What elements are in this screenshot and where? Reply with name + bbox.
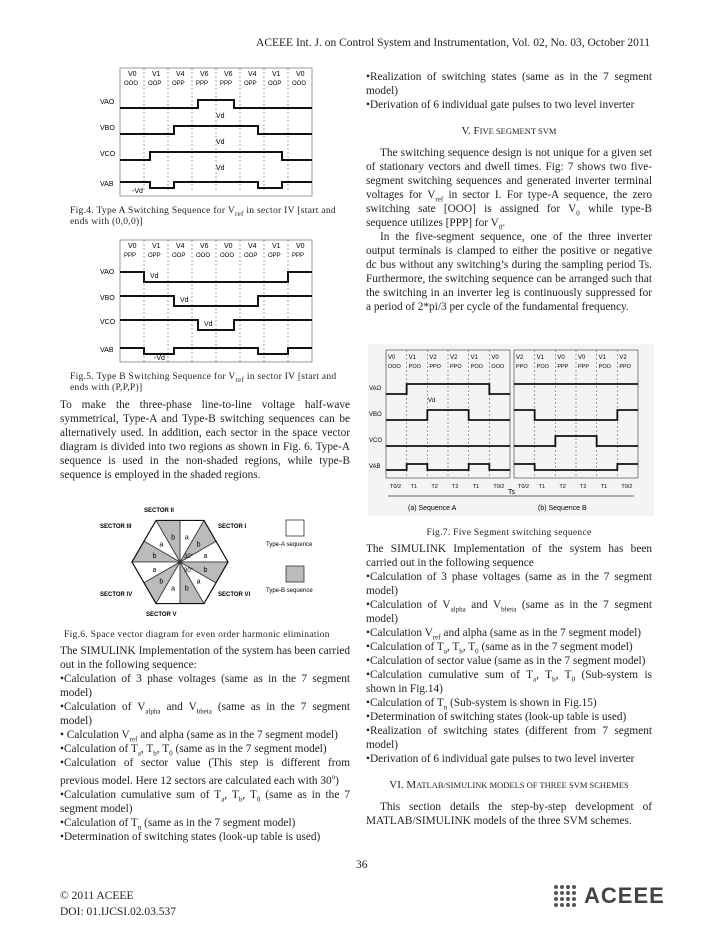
state-label: PPO (619, 364, 631, 370)
fig6-hexagon (132, 520, 228, 603)
state-label: OPP (172, 81, 185, 87)
vector-label: V0 (388, 355, 396, 361)
vector-label: V0 (557, 355, 565, 361)
vector-label: V1 (536, 355, 545, 361)
vector-label: V6 (224, 71, 233, 78)
row-label: VBO (100, 295, 115, 302)
vector-label: V2 (516, 355, 524, 361)
t-label: T2 (452, 484, 459, 490)
doi: DOI: 01.IJCSI.02.03.537 (60, 906, 176, 918)
row-label: VCO (100, 151, 116, 158)
row-label: VAB (100, 347, 114, 354)
t-label: T0/2 (621, 484, 633, 490)
state-label: PPP (578, 364, 590, 370)
right-para2-text: The SIMULINK Implementation of the system has been carried out in the following sequence (366, 543, 652, 569)
vector-label: V6 (200, 243, 209, 250)
fig5-diagram (98, 236, 318, 366)
angle-label: 30° (184, 568, 194, 574)
section5-para2: In the five-segment sequence, one of the three inverter output terminals is clamped to either the positive or negative dc bus without any switching’s during the sampling period Ts. Furthermore, the switching sequence can be arranged such that the switching in an inverter leg is continuously suppressed for a period of 2*pi/3 per cycle of the fundamental frequency. (366, 231, 652, 313)
state-label: OPP (268, 253, 281, 259)
right-bullet-9: • Realization of switching states (different from 7 segment model) (366, 724, 652, 752)
vector-label: V6 (200, 71, 209, 78)
fig5-vd-label-3: Vd (204, 321, 213, 328)
right-bullet-7: • Calculation of $T_n$ (Sub-system is shown in Fig.15) (366, 696, 652, 710)
fig7-seq-b: (b) Sequence B (538, 505, 587, 512)
row-label: VBO (369, 412, 382, 418)
state-label: OOP (244, 253, 258, 259)
row-label: VAB (369, 464, 381, 470)
right-bullet-3: • Calculation $V_{ref}$ and alpha (same as in the 7 segment model) (366, 626, 652, 640)
state-label: PPO (429, 364, 441, 370)
region-letter: b (171, 534, 176, 542)
right-bullet-8: • Determination of switching states (look-up table is used) (366, 710, 652, 724)
t-label: T2 (431, 484, 438, 490)
right-top-bullet-1: • Realization of switching states (same as in the 7 segment model) (366, 70, 652, 98)
state-label: OOP (172, 253, 186, 259)
row-label: VCO (369, 438, 383, 444)
t-label: T2 (559, 484, 566, 490)
angle-label: 30° (184, 554, 194, 560)
state-label: PPP (220, 81, 233, 87)
vector-label: V1 (272, 243, 281, 250)
vector-label: V0 (296, 243, 305, 250)
vector-label: V0 (578, 355, 586, 361)
journal-header: ACEEE Int. J. on Control System and Instrumentation, Vol. 02, No. 03, October 2011 (256, 37, 650, 49)
vector-label: V1 (470, 355, 479, 361)
fig5-vd-label: Vd (150, 273, 159, 280)
vector-label: V1 (598, 355, 607, 361)
region-letter: a (196, 578, 201, 586)
state-label: POO (470, 364, 483, 370)
fig4-vd-label-3: Vd (216, 165, 225, 172)
fig5-svg (98, 236, 318, 366)
vector-label: V2 (619, 355, 627, 361)
fig6-diagram (100, 500, 350, 620)
left-bullet-1: • Calculation of 3 phase voltages (same as in the 7 segment model) (60, 672, 350, 700)
fig5-negvd-label: -Vd (154, 355, 165, 362)
aceee-logo-icon (552, 883, 578, 909)
fig6-sector-6: SECTOR VI (218, 592, 251, 598)
region-letter: a (171, 585, 176, 593)
right-bullet-10: • Derivation of 6 individual gate pulses to two level inverter (366, 752, 652, 766)
t-label: T0/2 (518, 484, 530, 490)
fig6-sector-5: SECTOR V (146, 612, 177, 618)
state-label: PPP (196, 81, 209, 87)
state-label: PPP (557, 364, 569, 370)
fig6-sector-3: SECTOR III (100, 524, 132, 530)
region-letter: b (196, 541, 201, 549)
fig4-vd-label: Vd (216, 113, 225, 120)
t-label: T0/2 (390, 484, 402, 490)
page-number: 36 (356, 859, 368, 871)
fig7-ts: Ts (508, 489, 515, 496)
state-label: OPP (244, 81, 257, 87)
state-label: PPP (292, 253, 305, 259)
vector-label: V1 (408, 355, 417, 361)
fig5-caption: Fig.5. Type B Switching Sequence for $V_{ref}$ in sector IV [start and ends with (P,P,P)] (70, 372, 337, 393)
state-label: OOO (124, 81, 139, 87)
state-label: PPO (516, 364, 528, 370)
copyright: © 2011 ACEEE (60, 890, 134, 902)
state-label: OOO (196, 253, 211, 259)
section6-title: VI. MATLAB/SIMULINK MODELS OF THREE SVM SCHEMES (389, 779, 629, 791)
fig6-sector-1: SECTOR I (218, 524, 247, 530)
left-bullet-5: • Calculation of sector value (This step is different from previous model. Here 12 sectors are calculated each with 30$^o$) (60, 756, 350, 788)
row-label: VAB (100, 181, 114, 188)
vector-label: V2 (450, 355, 458, 361)
state-label: OPP (148, 253, 161, 259)
fig6-svg (100, 500, 350, 620)
left-bullet-3: • Calculation $V_{ref}$ and alpha (same as in the 7 segment model) (60, 728, 350, 742)
vd-label: Vd (428, 398, 436, 404)
vector-label: V1 (152, 243, 161, 250)
vector-label: V1 (272, 71, 281, 78)
row-label: VAO (100, 99, 115, 106)
t-label: T0/2 (493, 484, 505, 490)
fig7-svg (368, 344, 654, 516)
vector-label: V0 (128, 71, 137, 78)
vector-label: V4 (176, 71, 185, 78)
vector-label: V4 (248, 71, 257, 78)
region-letter: b (184, 585, 189, 593)
state-label: PPP (124, 253, 137, 259)
vector-label: V4 (176, 243, 185, 250)
vector-label: V0 (491, 355, 499, 361)
left-bullet-8: • Determination of switching states (look-up table is used) (60, 830, 350, 844)
fig4-diagram (98, 62, 318, 202)
state-label: POO (536, 364, 549, 370)
fig6-legend-a: Type-A sequence (266, 542, 313, 548)
region-letter: b (203, 566, 208, 574)
left-paragraph-2 (60, 644, 350, 844)
fig6-sector-2: SECTOR II (144, 508, 174, 514)
vector-label: V0 (296, 71, 305, 78)
region-letter: a (184, 534, 189, 542)
vector-label: V0 (128, 243, 137, 250)
fig7-diagram (368, 344, 654, 516)
row-label: VAO (369, 386, 382, 392)
section6-para1: This section details the step-by-step development of MATLAB/SIMULINK models of the three SVM schemes. (366, 801, 652, 827)
right-bullet-2: • Calculation of $V_{alpha}$ and $V_{bheta}$ (same as in the 7 segment model) (366, 598, 652, 626)
region-letter: a (152, 566, 157, 574)
fig4-svg (98, 62, 318, 202)
left-bullet-7: • Calculation of $T_n$ (same as in the 7 segment model) (60, 816, 350, 830)
right-bullet-6: • Calculation cumulative sum of $T_a$, $T_b$, $T_0$ (Sub-system is shown in Fig.14) (366, 668, 652, 696)
region-letter: b (159, 578, 164, 586)
right-bullet-1: • Calculation of 3 phase voltages (same as in the 7 segment model) (366, 570, 652, 598)
fig6-sector-4: SECTOR IV (100, 592, 133, 598)
row-label: VCO (100, 319, 116, 326)
fig6-caption: Fig.6. Space vector diagram for even order harmonic elimination (64, 630, 330, 640)
t-label: T1 (410, 484, 418, 490)
left-paragraph-1 (60, 398, 350, 482)
fig4-vd-label-2: Vd (216, 139, 225, 146)
left-bullet-2: • Calculation of $V_{alpha}$ and $V_{bheta}$ (same as in the 7 segment model) (60, 700, 350, 728)
section5-para1: The switching sequence design is not unique for a given set of stationary vectors and dwell times. Fig: 7 shows two five-segment switching sequences and generated inverter terminal voltages for $V_{ref}$ in sector I. For type-A sequence, the zero switching sate [OOO] is assigned for $V_0$ while type-B sequence utilizes [PPP] for $V_0$. (366, 147, 652, 232)
vector-label: V2 (429, 355, 437, 361)
fig7-seq-a: (a) Sequence A (408, 505, 457, 512)
t-label: T1 (600, 484, 608, 490)
t-label: T2 (580, 484, 587, 490)
fig6-legend-b: Type-B sequence (266, 588, 313, 594)
t-label: T1 (538, 484, 546, 490)
right-top-bullets (366, 70, 652, 314)
fig4-caption: Fig.4. Type A Switching Sequence for $V_{ref}$ in sector IV [start and ends with (0,0,0)] (70, 206, 336, 227)
state-label: OOP (268, 81, 282, 87)
state-label: OOO (220, 253, 235, 259)
state-label: OOP (148, 81, 162, 87)
state-label: OOO (388, 364, 401, 370)
state-label: PPO (450, 364, 462, 370)
region-letter: b (152, 553, 157, 561)
footer-info (60, 888, 176, 920)
left-para1-text: To make the three-phase line-to-line voltage half-wave symmetrical, Type-A and Type-B switching sequences can be alternatively used. In addition, each sector in the space vector diagram is divided into two regions as shown in Fig. 6. Type-A sequence is used in the non-shaded regions, while type-B sequence is employed in the shaded regions. (60, 399, 350, 481)
vector-label: V4 (248, 243, 257, 250)
region-letter: a (203, 553, 208, 561)
section5-title: V. FIVE SEGMENT SVM (461, 125, 557, 137)
t-label: T1 (472, 484, 480, 490)
vector-label: V1 (152, 71, 161, 78)
fig6-legend-b-swatch (286, 566, 304, 582)
row-label: VAO (100, 269, 115, 276)
right-top-bullet-2: • Derivation of 6 individual gate pulses to two level inverter (366, 98, 652, 112)
state-label: POO (408, 364, 421, 370)
state-label: OOO (491, 364, 505, 370)
region-letter: a (159, 541, 164, 549)
left-para2-text: The SIMULINK Implementation of the system has been carried out in the following sequence: (60, 645, 350, 671)
right-bullet-4: • Calculation of $T_a$, $T_b$, $T_0$ (same as in the 7 segment model) (366, 640, 652, 654)
vector-label: V0 (224, 243, 233, 250)
fig6-legend-a-swatch (286, 520, 304, 536)
state-label: POO (598, 364, 611, 370)
right-paragraph-2 (366, 542, 652, 828)
aceee-logo-text: ACEEE (584, 883, 665, 908)
fig7-caption: Fig.7. Five Segment switching sequence (426, 528, 592, 538)
left-bullet-4: • Calculation of $T_a$, $T_b$, $T_0$ (same as in the 7 segment model) (60, 742, 350, 756)
aceee-logo (552, 883, 665, 909)
state-label: OOO (292, 81, 307, 87)
left-bullet-6: • Calculation cumulative sum of $T_a$, $T_b$, $T_0$ (same as in the 7 segment model) (60, 788, 350, 816)
fig5-vd-label-2: Vd (180, 297, 189, 304)
fig4-negvd-label: -Vd (132, 188, 143, 195)
row-label: VBO (100, 125, 115, 132)
right-bullet-5: • Calculation of sector value (same as in the 7 segment model) (366, 654, 652, 668)
